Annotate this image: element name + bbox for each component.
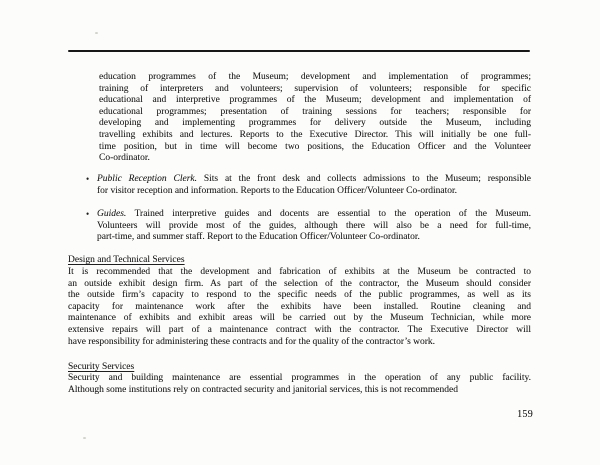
- list-item-text: [97, 174, 531, 197]
- text-line: have responsibility for administering these contracts and for the quality of the contractor’s work.: [68, 336, 436, 347]
- text-line: Co-ordinator.: [99, 153, 150, 164]
- text-line: an outside exhibit design firm. As part of the selection of the contractor, the Museum should consider: [68, 278, 531, 289]
- list-item-text: [97, 209, 531, 244]
- text-line: Public Reception Clerk. Sits at the front desk and collects admissions to the Museum; responsible: [97, 174, 531, 184]
- run-in-term: Public Reception Clerk.: [97, 174, 197, 184]
- text-line: It is recommended that the development and fabrication of exhibits at the Museum be contracted to: [68, 267, 531, 277]
- text-line: travelling exhibits and lectures. Reports to the Executive Director. This will initially be one full-: [99, 129, 531, 140]
- text-line: part-time, and summer staff. Report to the Education Officer/Volunteer Co-ordinator.: [97, 232, 420, 243]
- run-in-term: Guides.: [97, 209, 127, 219]
- scan-speck: [83, 437, 86, 439]
- scan-speck: [95, 32, 98, 34]
- header-rule: [68, 50, 530, 52]
- section-heading-security-services: Security Services: [68, 362, 135, 372]
- section-paragraph-security-services: [68, 373, 531, 396]
- text-line: Volunteers will provide most of the guides, although there will also be a need for full-time,: [97, 220, 531, 231]
- bullet-icon: •: [86, 208, 90, 219]
- list-item-public-reception-clerk: [86, 173, 531, 197]
- list-item-guides: [86, 208, 531, 244]
- text-line: Guides. Trained interpretive guides and docents are essential to the operation of the Museum.: [97, 209, 531, 219]
- text-line: extensive repairs will part of a maintenance contract with the contractor. The Executive Director will: [68, 324, 531, 335]
- text-line: educational and interpretive programmes of the Museum; development and implementation of: [99, 95, 531, 106]
- continuation-paragraph: [99, 72, 531, 165]
- text-line: the outside firm’s capacity to respond to the specific needs of the public programmes, as well as its: [68, 290, 531, 301]
- text-line: Security and building maintenance are essential programmes in the operation of any public facility.: [68, 373, 531, 383]
- text-line: time position, but in time will become two positions, the Education Officer and the Volunteer: [99, 141, 531, 152]
- text-line: Although some institutions rely on contracted security and janitorial services, this is not recommended: [68, 384, 458, 395]
- text-line: education programmes of the Museum; development and implementation of programmes;: [99, 72, 531, 82]
- text-line: for visitor reception and information. Reports to the Education Officer/Volunteer Co-ordinator.: [97, 185, 458, 196]
- bullet-icon: •: [86, 173, 90, 184]
- section-heading-design-and-technical-services: Design and Technical Services: [68, 255, 185, 265]
- text-line: educational programmes; presentation of training sessions for teachers; responsible for: [99, 106, 531, 117]
- text-line: maintenance of exhibits and exhibit areas will be carried out by the Museum Technician, while more: [68, 313, 531, 324]
- page-number: 159: [517, 409, 533, 420]
- text-line: training of interpreters and volunteers; supervision of volunteers; responsible for specific: [99, 83, 531, 94]
- text-line: developing and implementing programmes for delivery outside the Museum, including: [99, 118, 531, 129]
- text-line: capacity for maintenance work after the exhibits have been installed. Routine cleaning and: [68, 301, 531, 312]
- section-paragraph-design-and-technical-services: [68, 267, 531, 348]
